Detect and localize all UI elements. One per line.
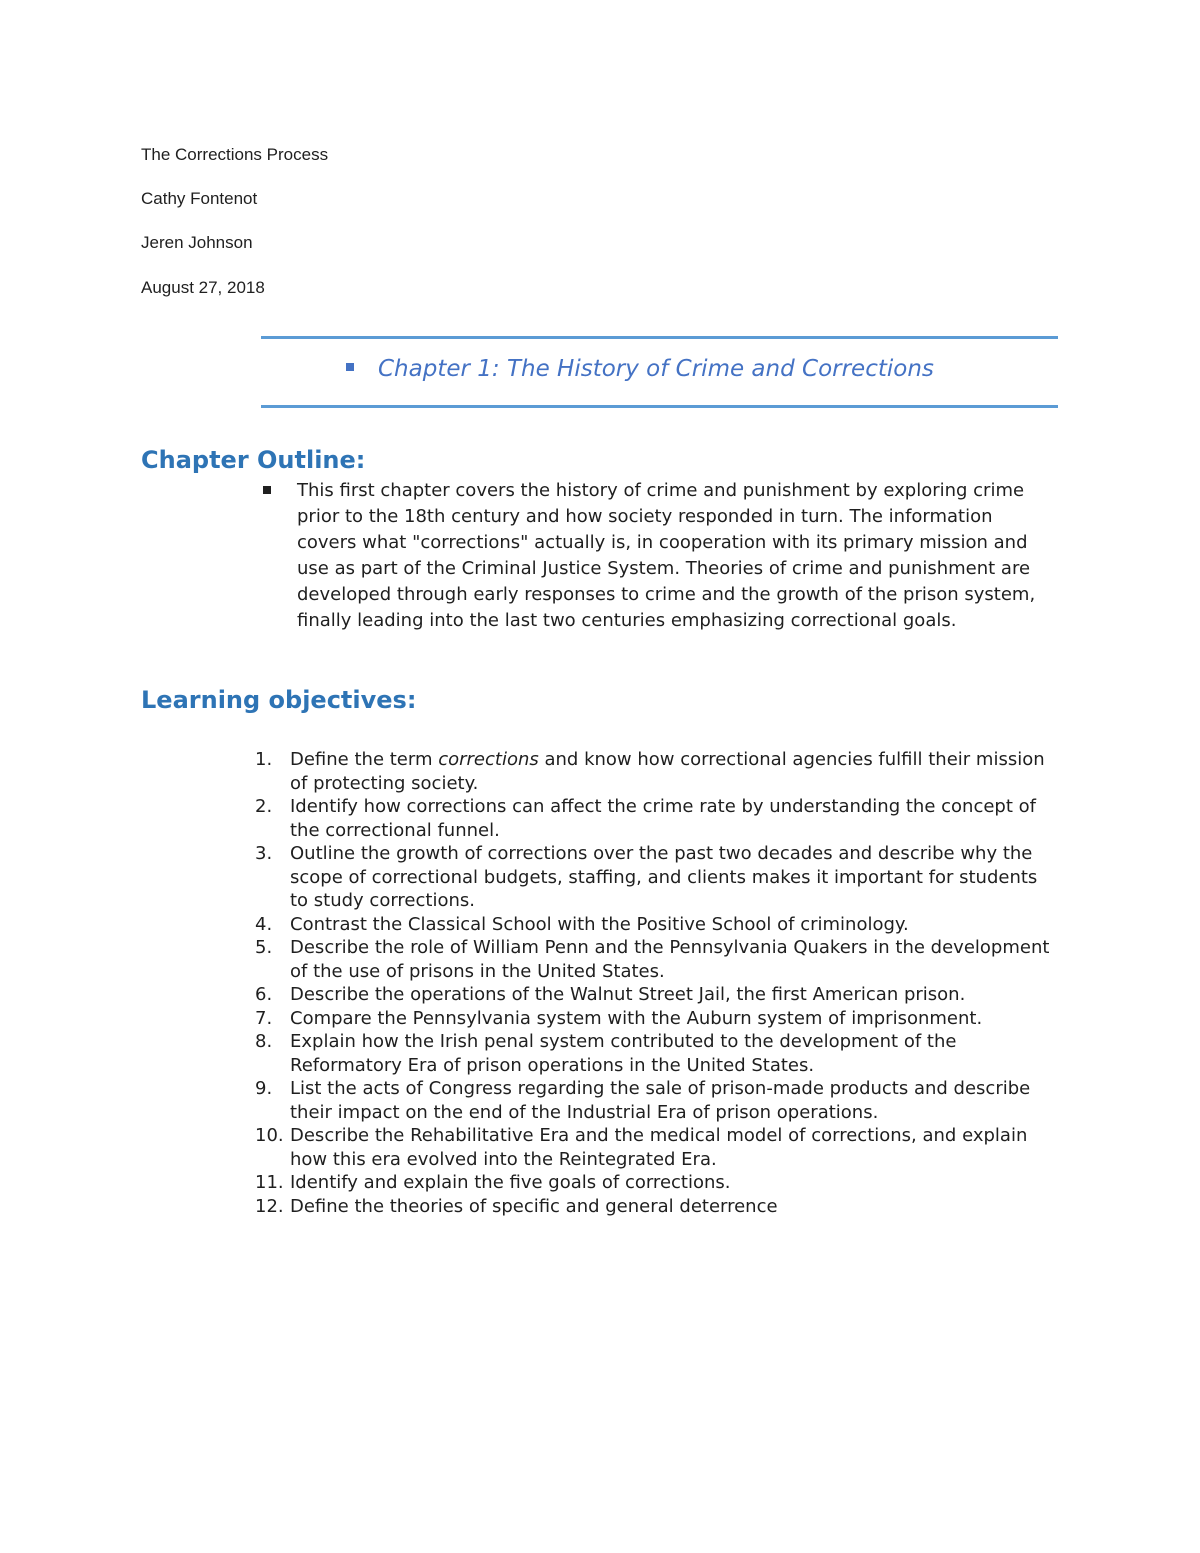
list-item-number: 5. <box>255 937 273 958</box>
list-item-text: Describe the Rehabilitative Era and the medical model of corrections, and explain how this era evolved into the Reintegrated Era. <box>290 1125 1028 1170</box>
list-item-text <box>290 748 1055 795</box>
emphasized-term: corrections <box>438 749 539 770</box>
list-item-text: Describe the role of William Penn and the Pennsylvania Quakers in the development of the use of prisons in the United States. <box>290 937 1050 982</box>
list-item-text: Define the theories of specific and general deterrence <box>290 1195 778 1217</box>
list-item <box>255 748 1055 795</box>
list-item <box>255 1195 1055 1219</box>
chapter-heading-text: Chapter 1: The History of Crime and Corrections <box>378 356 934 382</box>
list-item-text: Identify and explain the five goals of corrections. <box>290 1172 731 1193</box>
list-item-text: Outline the growth of corrections over the past two decades and describe why the scope of correctional budgets, staffing, and clients makes it important for students to study corrections. <box>290 843 1038 911</box>
list-item-number: 8. <box>255 1031 273 1052</box>
chapter-heading <box>346 356 934 382</box>
list-item-number: 9. <box>255 1078 273 1099</box>
list-item-text-part: Define the term <box>290 749 439 770</box>
document-title: The Corrections Process <box>141 145 329 164</box>
list-item-text: Explain how the Irish penal system contributed to the development of the Reformatory Era of prison operations in the United States. <box>290 1031 957 1076</box>
outline-heading: Chapter Outline: <box>141 446 366 474</box>
list-item-number: 6. <box>255 984 273 1005</box>
list-item-text: List the acts of Congress regarding the sale of prison-made products and describe their impact on the end of the Industrial Era of prison operations. <box>290 1078 1031 1123</box>
divider-bottom <box>261 405 1058 408</box>
list-item <box>255 842 1055 913</box>
list-item-text: Describe the operations of the Walnut Street Jail, the first American prison. <box>290 984 966 1005</box>
list-item-text: Contrast the Classical School with the Positive School of criminology. <box>290 913 909 935</box>
list-item <box>255 795 1055 842</box>
list-item-number: 4. <box>255 913 273 935</box>
divider-top <box>261 336 1058 339</box>
square-bullet-icon <box>346 363 354 371</box>
square-bullet-icon <box>263 486 271 494</box>
objectives-heading: Learning objectives: <box>141 686 417 714</box>
list-item-number: 7. <box>255 1007 273 1029</box>
list-item-number: 3. <box>255 843 273 864</box>
list-item-number: 11. <box>255 1172 284 1193</box>
document-date: August 27, 2018 <box>141 278 265 297</box>
list-item-number: 12. <box>255 1195 284 1217</box>
list-item <box>255 913 1055 937</box>
list-item <box>255 936 1055 983</box>
list-item-number: 1. <box>255 749 273 770</box>
list-item <box>255 1171 1055 1195</box>
objectives-list <box>255 748 1055 1218</box>
list-item-text-part: and know how correctional agencies fulfill their mission of protecting society. <box>290 749 1045 794</box>
list-item <box>255 1124 1055 1171</box>
list-item-number: 10. <box>255 1125 284 1146</box>
list-item-text: Identify how corrections can affect the crime rate by understanding the concept of the correctional funnel. <box>290 796 1036 841</box>
list-item <box>255 1007 1055 1031</box>
list-item-number: 2. <box>255 796 273 817</box>
author-name: Jeren Johnson <box>141 233 253 252</box>
outline-paragraph: This first chapter covers the history of crime and punishment by exploring crime prior to the 18th century and how society responded in turn. The information covers what "corrections" actually is, in cooperation with its primary mission and use as part of the Criminal Justice System. Theories of crime and punishment are developed through early responses to crime and the growth of the prison system, finally leading into the last two centuries emphasizing correctional goals. <box>297 480 1036 631</box>
list-item-text: Compare the Pennsylvania system with the Auburn system of imprisonment. <box>290 1007 983 1029</box>
list-item <box>255 1030 1055 1077</box>
author-name: Cathy Fontenot <box>141 189 258 208</box>
list-item <box>255 983 1055 1007</box>
list-item <box>255 1077 1055 1124</box>
